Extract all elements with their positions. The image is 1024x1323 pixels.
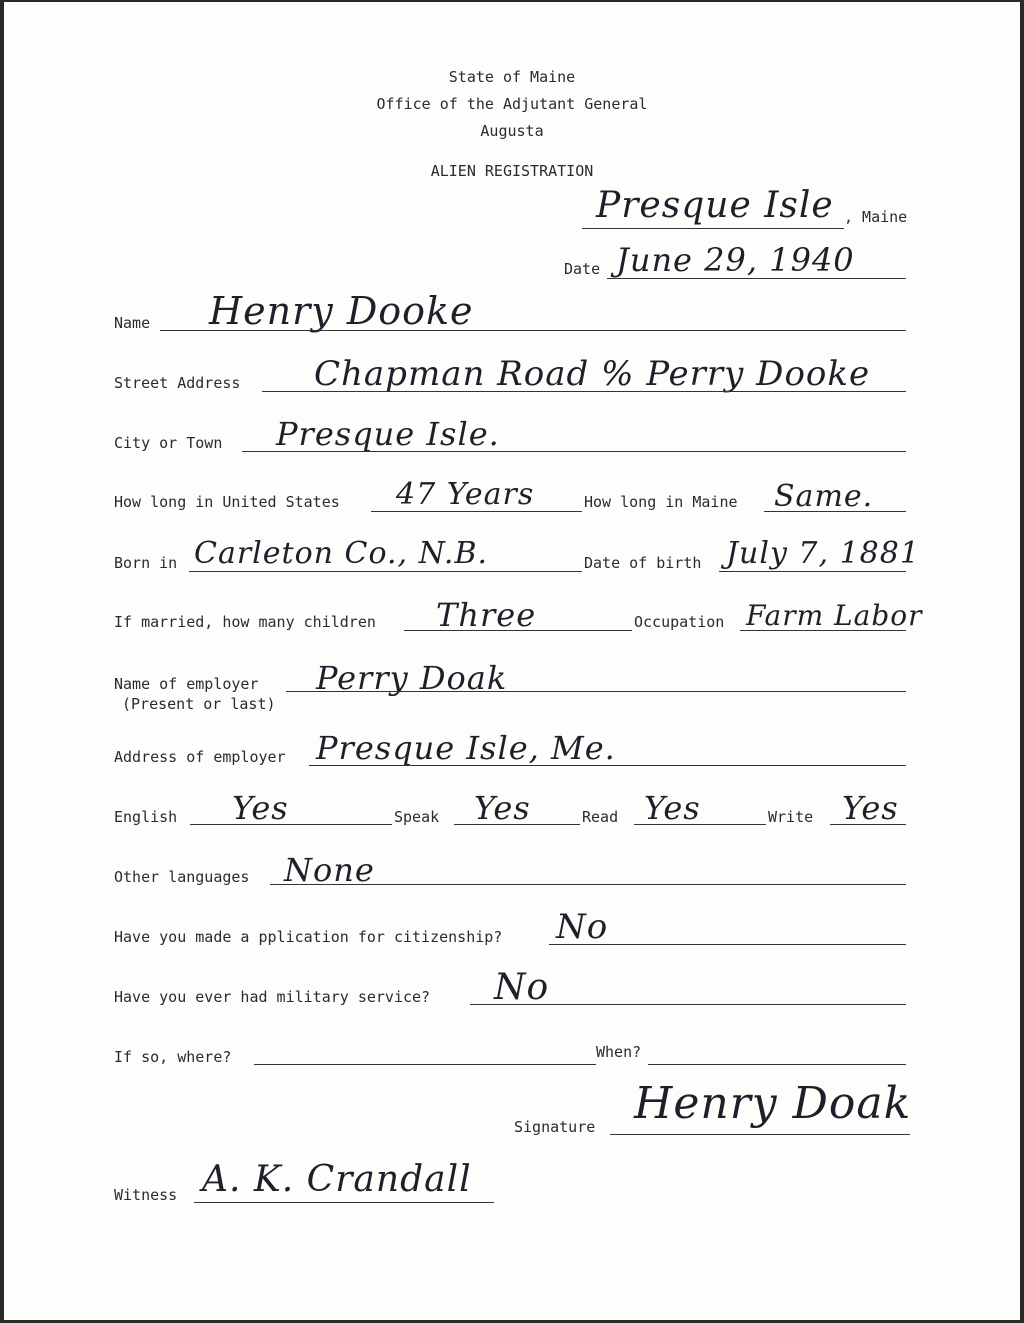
city-label: City or Town [114, 434, 223, 452]
city-line [242, 451, 906, 452]
signature-label: Signature [514, 1118, 596, 1136]
city-entry: Presque Isle. [276, 415, 500, 453]
witness-line [194, 1202, 494, 1203]
how-long-maine-entry: Same. [774, 479, 874, 514]
write-line [830, 824, 906, 825]
children-line [404, 630, 632, 631]
registration-form [4, 2, 1020, 1320]
place-line [582, 228, 844, 229]
if-so-where-line [254, 1064, 596, 1065]
how-long-maine-label: How long in Maine [584, 493, 738, 511]
signature-line [610, 1134, 910, 1135]
other-languages-label: Other languages [114, 868, 250, 886]
employer-address-line [309, 765, 906, 766]
date-of-birth-entry: July 7, 1881 [726, 536, 920, 571]
street-address-line [262, 391, 906, 392]
employer-name-label: Name of employer [114, 675, 259, 693]
when-label: When? [596, 1043, 642, 1061]
born-in-line [189, 571, 582, 572]
employer-name-line [286, 691, 906, 692]
how-long-us-line [371, 511, 582, 512]
header-office: Office of the Adjutant General [376, 95, 648, 113]
date-of-birth-line [719, 571, 906, 572]
witness-label: Witness [114, 1186, 178, 1204]
date-entry: June 29, 1940 [616, 241, 855, 279]
form-title: ALIEN REGISTRATION [430, 162, 594, 180]
when-line [648, 1064, 906, 1065]
read-entry: Yes [644, 789, 701, 827]
how-long-us-entry: 47 Years [396, 477, 535, 512]
occupation-entry: Farm Labor [746, 599, 923, 632]
employer-address-entry: Presque Isle, Me. [316, 729, 616, 767]
citizenship-label: Have you made a pplication for citizenship? [114, 928, 503, 946]
children-entry: Three [436, 596, 537, 634]
employer-name-entry: Perry Doak [316, 659, 508, 697]
how-long-us-label: How long in United States [114, 493, 340, 511]
maine-label: , Maine [844, 208, 908, 226]
children-label: If married, how many children [114, 613, 376, 631]
military-label: Have you ever had military service? [114, 988, 431, 1006]
english-entry: Yes [232, 789, 289, 827]
street-address-label: Street Address [114, 374, 241, 392]
witness-entry: A. K. Crandall [202, 1159, 472, 1200]
employer-address-label: Address of employer [114, 748, 286, 766]
header-state: State of Maine [448, 68, 576, 86]
speak-line [454, 824, 580, 825]
signature-entry: Henry Doak [634, 1078, 912, 1129]
if-so-where-label: If so, where? [114, 1048, 232, 1066]
citizenship-line [549, 944, 906, 945]
read-label: Read [582, 808, 619, 826]
header-city: Augusta [480, 122, 544, 140]
occupation-line [740, 630, 906, 631]
citizenship-entry: No [556, 907, 609, 947]
military-entry: No [494, 967, 550, 1008]
born-in-entry: Carleton Co., N.B. [194, 536, 489, 571]
name-entry: Henry Dooke [209, 289, 474, 333]
date-line [607, 278, 906, 279]
place-entry: Presque Isle [596, 185, 834, 226]
other-languages-line [270, 884, 906, 885]
english-line [190, 824, 392, 825]
write-entry: Yes [842, 789, 899, 827]
read-line [634, 824, 766, 825]
name-line [160, 330, 906, 331]
date-label: Date [564, 260, 601, 278]
date-of-birth-label: Date of birth [584, 554, 702, 572]
english-label: English [114, 808, 178, 826]
speak-entry: Yes [474, 789, 531, 827]
how-long-maine-line [764, 511, 906, 512]
other-languages-entry: None [284, 851, 375, 889]
born-in-label: Born in [114, 554, 178, 572]
employer-sub-label: (Present or last) [122, 695, 276, 713]
street-address-entry: Chapman Road % Perry Dooke [314, 354, 871, 394]
military-line [470, 1004, 906, 1005]
occupation-label: Occupation [634, 613, 725, 631]
write-label: Write [768, 808, 814, 826]
name-label: Name [114, 314, 151, 332]
speak-label: Speak [394, 808, 440, 826]
